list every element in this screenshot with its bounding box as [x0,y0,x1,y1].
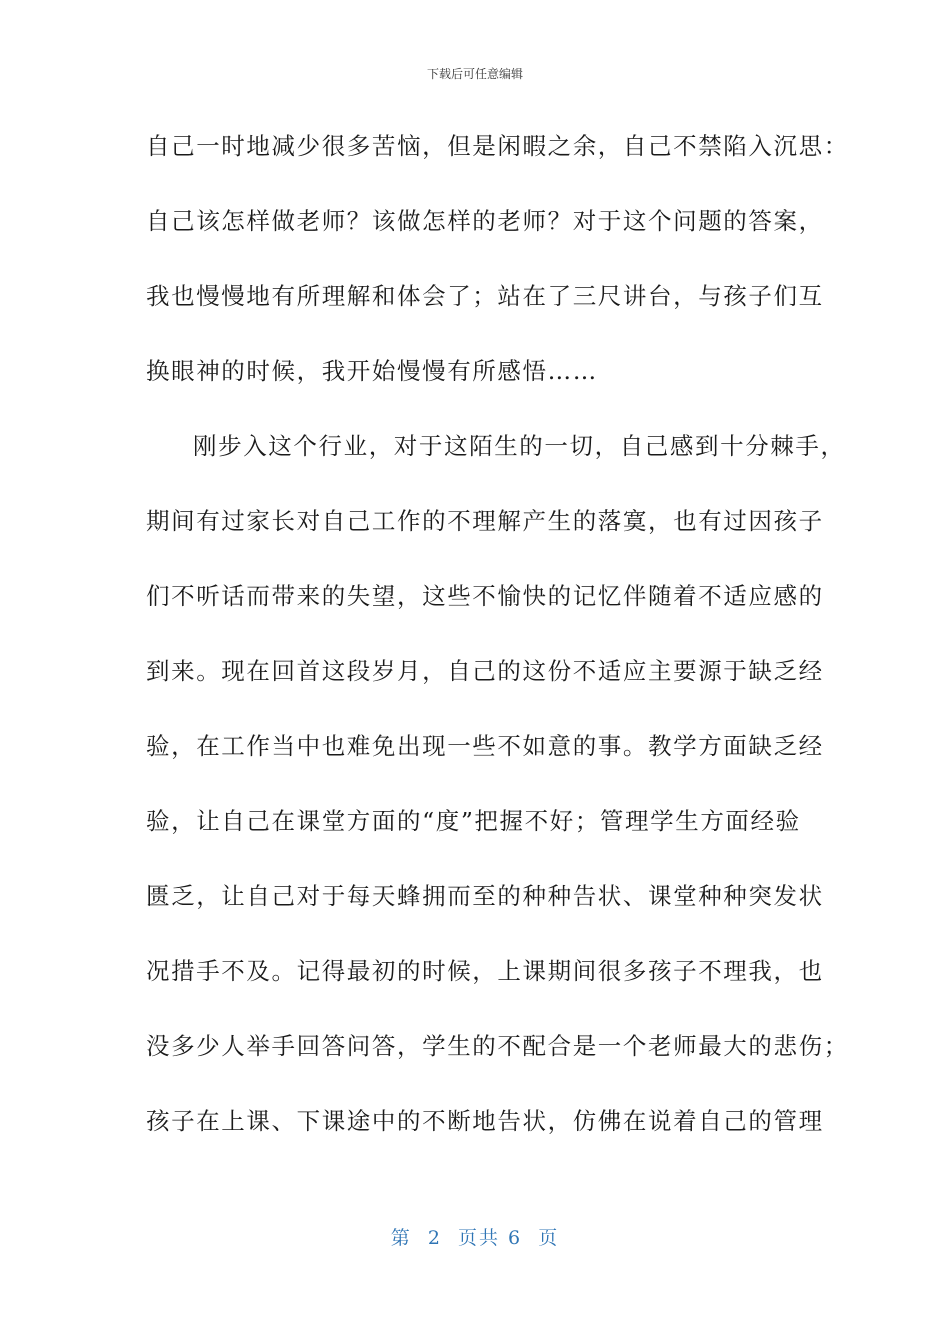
text-line: 们不听话而带来的失望，这些不愉快的记忆伴随着不适应感的 [146,582,824,610]
text-line: 换眼神的时候，我开始慢慢有所感悟…… [146,357,598,385]
page-header: 下载后可任意编辑 [426,67,523,81]
text-line: 没多少人举手回答问答，学生的不配合是一个老师最大的悲伤； [146,1032,849,1060]
document-body [146,120,849,1170]
page-number-footer: 第 2 页共 6 页 [390,1227,560,1249]
paragraph-first-line: 刚步入这个行业，对于这陌生的一切，自己感到十分棘手， [193,432,846,460]
text-line: 验，让自己在课堂方面的“度”把握不好；管理学生方面经验 [146,807,801,835]
text-line: 期间有过家长对自己工作的不理解产生的落寞，也有过因孩子 [146,507,824,535]
text-line: 到来。现在回首这段岁月，自己的这份不适应主要源于缺乏经 [146,657,824,685]
text-line: 自己一时地减少很多苦恼，但是闲暇之余，自己不禁陷入沉思： [146,132,849,160]
text-line: 自己该怎样做老师？该做怎样的老师？对于这个问题的答案， [146,207,824,235]
text-line: 匮乏，让自己对于每天蜂拥而至的种种告状、课堂种种突发状 [146,882,824,910]
text-line: 况措手不及。记得最初的时候，上课期间很多孩子不理我，也 [146,957,824,985]
text-line: 验，在工作当中也难免出现一些不如意的事。教学方面缺乏经 [146,732,824,760]
text-line: 我也慢慢地有所理解和体会了；站在了三尺讲台，与孩子们互 [146,282,824,310]
text-line: 孩子在上课、下课途中的不断地告状，仿佛在说着自己的管理 [146,1107,824,1135]
